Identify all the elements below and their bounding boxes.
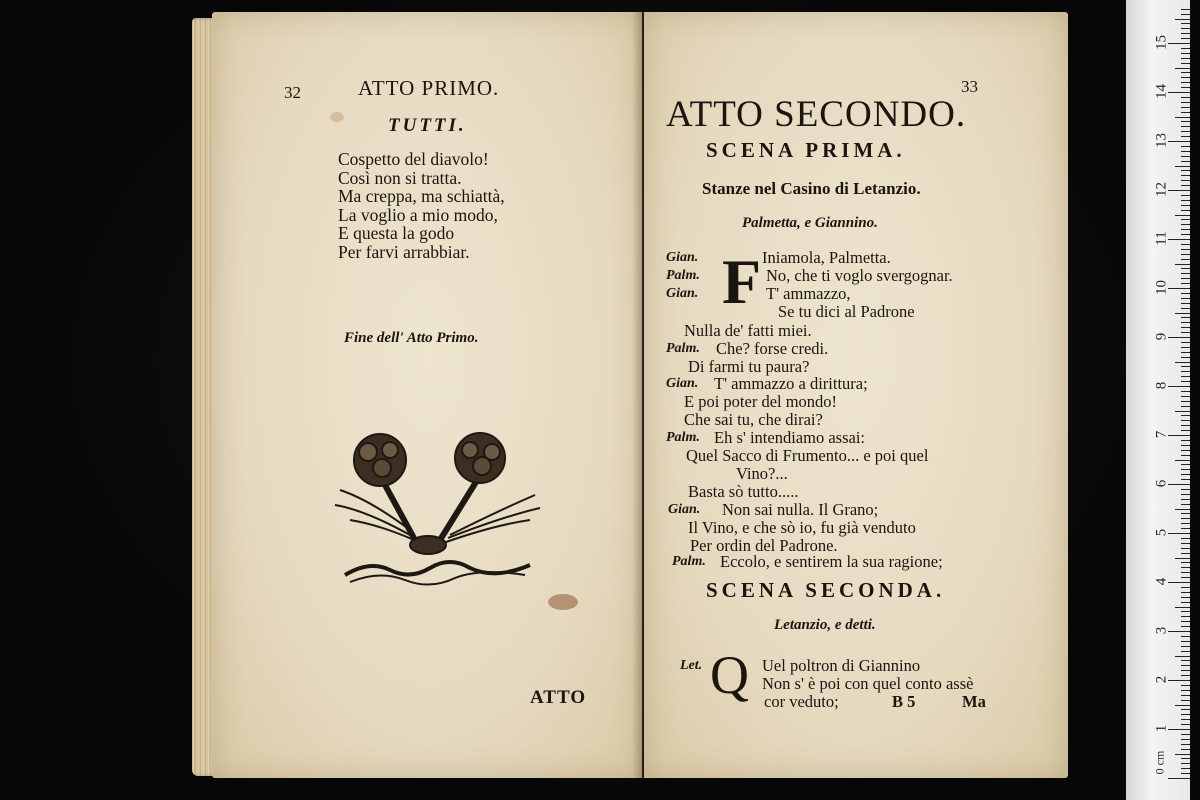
- left-catchword: ATTO: [530, 687, 587, 708]
- verse-line: E questa la godo: [338, 223, 455, 243]
- speaker-label: Let.: [680, 658, 703, 673]
- ruler-number: 11: [1153, 231, 1170, 246]
- dialogue-line: Uel poltron di Giannino: [762, 656, 921, 675]
- ruler-tick: [1181, 391, 1190, 392]
- ruler-number: 6: [1153, 479, 1170, 488]
- ruler-tick: [1181, 131, 1190, 132]
- ruler-tick: [1181, 381, 1190, 382]
- ruler-tick: [1181, 234, 1190, 235]
- ruler-tick: [1181, 719, 1190, 720]
- ruler-tick: [1181, 195, 1190, 196]
- dialogue-line: Che? forse credi.: [716, 339, 829, 358]
- ruler-number: 9: [1153, 332, 1170, 341]
- dialogue-line: Non s' è poi con quel conto assè: [762, 674, 974, 693]
- right-catchword: Ma: [962, 692, 986, 711]
- ruler-tick: [1181, 528, 1190, 529]
- verse-line: Ma creppa, ma schiattà,: [338, 186, 505, 206]
- ruler-tick: [1168, 141, 1190, 142]
- ruler-tick: [1181, 175, 1190, 176]
- drop-capital: Q: [710, 645, 749, 705]
- ruler-tick: [1181, 739, 1190, 740]
- ruler-tick: [1168, 43, 1190, 44]
- ruler-tick: [1181, 376, 1190, 377]
- ruler-tick: [1181, 518, 1190, 519]
- ruler-tick: [1175, 264, 1190, 265]
- ruler-number: 2: [1153, 675, 1170, 684]
- ruler-tick: [1175, 754, 1190, 755]
- verse-line: Cospetto del diavolo!: [338, 149, 489, 169]
- ruler-tick: [1181, 479, 1190, 480]
- ruler-tick: [1181, 161, 1190, 162]
- ruler-tick: [1181, 734, 1190, 735]
- ruler-number: 1: [1153, 724, 1170, 733]
- ruler-tick: [1181, 38, 1190, 39]
- ruler-tick: [1181, 489, 1190, 490]
- speaker-label: Gian.: [668, 502, 701, 517]
- ruler-tick: [1181, 53, 1190, 54]
- ruler-tick: [1181, 327, 1190, 328]
- ruler-tick: [1181, 317, 1190, 318]
- ruler-tick: [1181, 700, 1190, 701]
- verse-block: [338, 150, 505, 261]
- ruler-tick: [1181, 616, 1190, 617]
- ruler-tick: [1181, 636, 1190, 637]
- ruler-tick: [1181, 597, 1190, 598]
- ruler-tick: [1168, 484, 1190, 485]
- ruler-tick: [1181, 474, 1190, 475]
- left-page-number: 32: [284, 83, 301, 102]
- ruler-tick: [1181, 450, 1190, 451]
- ruler-tick: [1181, 273, 1190, 274]
- dialogue-line: Eh s' intendiamo assai:: [714, 428, 865, 447]
- ruler-tick: [1181, 72, 1190, 73]
- speaker-label: Gian.: [666, 250, 699, 265]
- ruler-tick: [1168, 631, 1190, 632]
- ruler-tick: [1181, 665, 1190, 666]
- dialogue-line: Per ordin del Padrone.: [690, 536, 838, 555]
- ruler-tick: [1181, 494, 1190, 495]
- ruler-number: 8: [1153, 381, 1170, 390]
- ruler-tick: [1181, 347, 1190, 348]
- dialogue-line: Eccolo, e sentirem la sua ragione;: [720, 552, 943, 571]
- ruler-tick: [1181, 283, 1190, 284]
- ruler-number: 12: [1153, 182, 1170, 197]
- ruler-tick: [1181, 156, 1190, 157]
- ruler-tick: [1175, 68, 1190, 69]
- ruler-tick: [1168, 239, 1190, 240]
- ruler-tick: [1181, 332, 1190, 333]
- ruler-tick: [1181, 714, 1190, 715]
- ruler-tick: [1181, 366, 1190, 367]
- dialogue-line: E poi poter del mondo!: [684, 392, 838, 411]
- ruler-tick: [1181, 768, 1190, 769]
- ruler-tick: [1181, 499, 1190, 500]
- ruler-tick: [1181, 357, 1190, 358]
- ruler-tick: [1181, 709, 1190, 710]
- ruler-tick: [1168, 288, 1190, 289]
- scene-two-title: SCENA SECONDA.: [706, 578, 946, 602]
- ruler-tick: [1181, 249, 1190, 250]
- ruler-number: 4: [1153, 577, 1170, 586]
- dialogue-line: Basta sò tutto.....: [688, 482, 799, 501]
- ruler-tick: [1175, 313, 1190, 314]
- ruler-tick: [1181, 690, 1190, 691]
- ruler-number: 13: [1153, 133, 1170, 148]
- dialogue-line: Il Vino, e che sò io, fu già venduto: [688, 518, 916, 537]
- ruler-tick: [1168, 190, 1190, 191]
- scene-one-characters: Palmetta, e Giannino.: [742, 215, 878, 231]
- foxing-stain: [548, 594, 578, 610]
- ruler-tick: [1181, 641, 1190, 642]
- verse-line: Per farvi arrabbiar.: [338, 241, 470, 262]
- scene-two-characters: Letanzio, e detti.: [774, 617, 876, 633]
- ruler-tick: [1181, 651, 1190, 652]
- right-page-number: 33: [961, 77, 978, 96]
- ruler-number: 7: [1153, 430, 1170, 439]
- ruler-tick: [1181, 553, 1190, 554]
- drop-capital: F: [722, 246, 762, 317]
- ruler-tick: [1181, 77, 1190, 78]
- ruler-tick: [1181, 126, 1190, 127]
- ruler-tick: [1181, 293, 1190, 294]
- ruler-tick: [1181, 87, 1190, 88]
- ruler-tick: [1181, 621, 1190, 622]
- ruler-tick: [1181, 28, 1190, 29]
- ruler-tick: [1168, 778, 1190, 779]
- ruler-tick: [1181, 744, 1190, 745]
- ruler-tick: [1181, 660, 1190, 661]
- speaker-label: Palm.: [666, 268, 700, 283]
- ruler-tick: [1175, 19, 1190, 20]
- ruler-tick: [1181, 538, 1190, 539]
- ruler-unit-label: 0 cm: [1152, 750, 1167, 775]
- ruler-tick: [1181, 102, 1190, 103]
- ruler-tick: [1181, 685, 1190, 686]
- ruler-tick: [1181, 572, 1190, 573]
- ruler-tick: [1175, 117, 1190, 118]
- end-of-act-note: Fine dell' Atto Primo.: [344, 330, 479, 346]
- ruler-tick: [1181, 626, 1190, 627]
- woodcut-ornament: [330, 430, 550, 600]
- right-page: [644, 12, 1068, 778]
- dialogue-line: Di farmi tu paura?: [688, 357, 810, 376]
- dialogue-line: Vino?...: [736, 464, 788, 483]
- foxing-stain: [330, 112, 344, 122]
- ruler-tick: [1181, 23, 1190, 24]
- ruler-tick: [1181, 352, 1190, 353]
- ruler-tick: [1181, 577, 1190, 578]
- signature-mark: B 5: [892, 692, 916, 711]
- ruler-tick: [1175, 705, 1190, 706]
- ruler-number: 14: [1153, 84, 1170, 99]
- ruler-tick: [1168, 729, 1190, 730]
- ruler-tick: [1181, 9, 1190, 10]
- ruler-tick: [1181, 773, 1190, 774]
- ruler-tick: [1175, 656, 1190, 657]
- ruler-tick: [1168, 92, 1190, 93]
- ruler-tick: [1181, 229, 1190, 230]
- ruler-tick: [1181, 180, 1190, 181]
- ruler-tick: [1168, 386, 1190, 387]
- ruler-tick: [1181, 445, 1190, 446]
- ruler-tick: [1181, 611, 1190, 612]
- scene-one-title: SCENA PRIMA.: [706, 138, 906, 162]
- ruler-tick: [1181, 121, 1190, 122]
- dialogue-line: Quel Sacco di Frumento... e poi quel: [686, 446, 929, 465]
- ruler-tick: [1181, 420, 1190, 421]
- ruler-tick: [1181, 210, 1190, 211]
- left-page: [212, 12, 642, 778]
- ruler-tick: [1181, 523, 1190, 524]
- ruler-tick: [1181, 112, 1190, 113]
- ruler-tick: [1181, 278, 1190, 279]
- ruler-tick: [1181, 254, 1190, 255]
- ruler-tick: [1181, 548, 1190, 549]
- ruler-tick: [1181, 14, 1190, 15]
- ruler-tick: [1181, 308, 1190, 309]
- ruler-number: 5: [1153, 528, 1170, 537]
- dialogue-line: Nulla de' fatti miei.: [684, 321, 812, 340]
- ruler-tick: [1181, 342, 1190, 343]
- ruler-tick: [1181, 205, 1190, 206]
- dialogue-line: Che sai tu, che dirai?: [684, 410, 823, 429]
- speaker-label: Palm.: [666, 341, 700, 356]
- ruler-tick: [1181, 675, 1190, 676]
- ruler-tick: [1181, 219, 1190, 220]
- ruler-tick: [1181, 185, 1190, 186]
- speaker-label: Gian.: [666, 376, 699, 391]
- stage-setting: Stanze nel Casino di Letanzio.: [702, 179, 921, 198]
- dialogue-line: Iniamola, Palmetta.: [762, 248, 891, 267]
- ruler-tick: [1181, 107, 1190, 108]
- ruler-tick: [1181, 244, 1190, 245]
- ruler-tick: [1181, 695, 1190, 696]
- dialogue-line: Non sai nulla. Il Grano;: [722, 500, 879, 519]
- ruler-number: 3: [1153, 626, 1170, 635]
- ruler-tick: [1181, 763, 1190, 764]
- ruler-tick: [1181, 469, 1190, 470]
- ruler-tick: [1181, 592, 1190, 593]
- ruler-tick: [1181, 82, 1190, 83]
- ruler-tick: [1181, 146, 1190, 147]
- ruler-tick: [1181, 322, 1190, 323]
- ruler-tick: [1181, 504, 1190, 505]
- ruler-tick: [1181, 170, 1190, 171]
- ruler-tick: [1181, 97, 1190, 98]
- dialogue-line: No, che ti voglo svergognar.: [766, 266, 953, 285]
- speaker-label: Gian.: [666, 286, 699, 301]
- running-head: ATTO PRIMO.: [358, 76, 500, 100]
- ruler-tick: [1181, 33, 1190, 34]
- act-title: ATTO SECONDO.: [666, 94, 967, 135]
- ruler-tick: [1181, 406, 1190, 407]
- open-book: [192, 12, 1072, 782]
- ruler-tick: [1181, 562, 1190, 563]
- dialogue-line: cor veduto;: [764, 692, 839, 711]
- ruler-tick: [1181, 224, 1190, 225]
- ruler-tick: [1181, 136, 1190, 137]
- ruler-tick: [1175, 362, 1190, 363]
- verse-line: Così non si tratta.: [338, 167, 462, 188]
- ruler-tick: [1181, 63, 1190, 64]
- speaker-label: Palm.: [672, 554, 706, 569]
- ruler-tick: [1168, 533, 1190, 534]
- ruler-tick: [1175, 558, 1190, 559]
- ruler-tick: [1181, 430, 1190, 431]
- ruler-tick: [1181, 602, 1190, 603]
- dialogue-line: Se tu dici al Padrone: [778, 302, 915, 321]
- speaker-label: Palm.: [666, 430, 700, 445]
- ruler-tick: [1181, 401, 1190, 402]
- ruler-tick: [1181, 670, 1190, 671]
- dialogue-line: T' ammazzo a dirittura;: [714, 374, 868, 393]
- ruler-tick: [1168, 435, 1190, 436]
- ruler-tick: [1181, 371, 1190, 372]
- measuring-ruler: [1126, 0, 1190, 800]
- ruler-tick: [1181, 587, 1190, 588]
- ruler-tick: [1181, 425, 1190, 426]
- ruler-tick: [1181, 513, 1190, 514]
- verse-line: La voglio a mio modo,: [338, 204, 498, 225]
- ruler-tick: [1181, 415, 1190, 416]
- ruler-tick: [1181, 724, 1190, 725]
- ruler-number: 15: [1153, 35, 1170, 50]
- speaker-heading: TUTTI.: [388, 115, 467, 136]
- ruler-tick: [1181, 440, 1190, 441]
- ruler-tick: [1181, 200, 1190, 201]
- ruler-tick: [1181, 646, 1190, 647]
- ruler-tick: [1181, 151, 1190, 152]
- ruler-tick: [1175, 166, 1190, 167]
- ruler-tick: [1175, 215, 1190, 216]
- ruler-tick: [1181, 298, 1190, 299]
- ruler-tick: [1181, 259, 1190, 260]
- ruler-tick: [1181, 567, 1190, 568]
- ruler-tick: [1181, 455, 1190, 456]
- ruler-tick: [1181, 464, 1190, 465]
- ruler-tick: [1181, 758, 1190, 759]
- ruler-tick: [1175, 509, 1190, 510]
- ruler-number: 10: [1153, 280, 1170, 295]
- ruler-tick: [1168, 582, 1190, 583]
- ruler-tick: [1181, 396, 1190, 397]
- ruler-tick: [1181, 268, 1190, 269]
- ruler-tick: [1181, 58, 1190, 59]
- ruler-tick: [1175, 411, 1190, 412]
- ruler-tick: [1181, 48, 1190, 49]
- ruler-tick: [1181, 749, 1190, 750]
- ruler-tick: [1175, 460, 1190, 461]
- ruler-tick: [1181, 303, 1190, 304]
- ruler-tick: [1175, 607, 1190, 608]
- ruler-tick: [1181, 543, 1190, 544]
- ruler-tick: [1168, 337, 1190, 338]
- dialogue-line: T' ammazzo,: [766, 284, 851, 303]
- ruler-tick: [1168, 680, 1190, 681]
